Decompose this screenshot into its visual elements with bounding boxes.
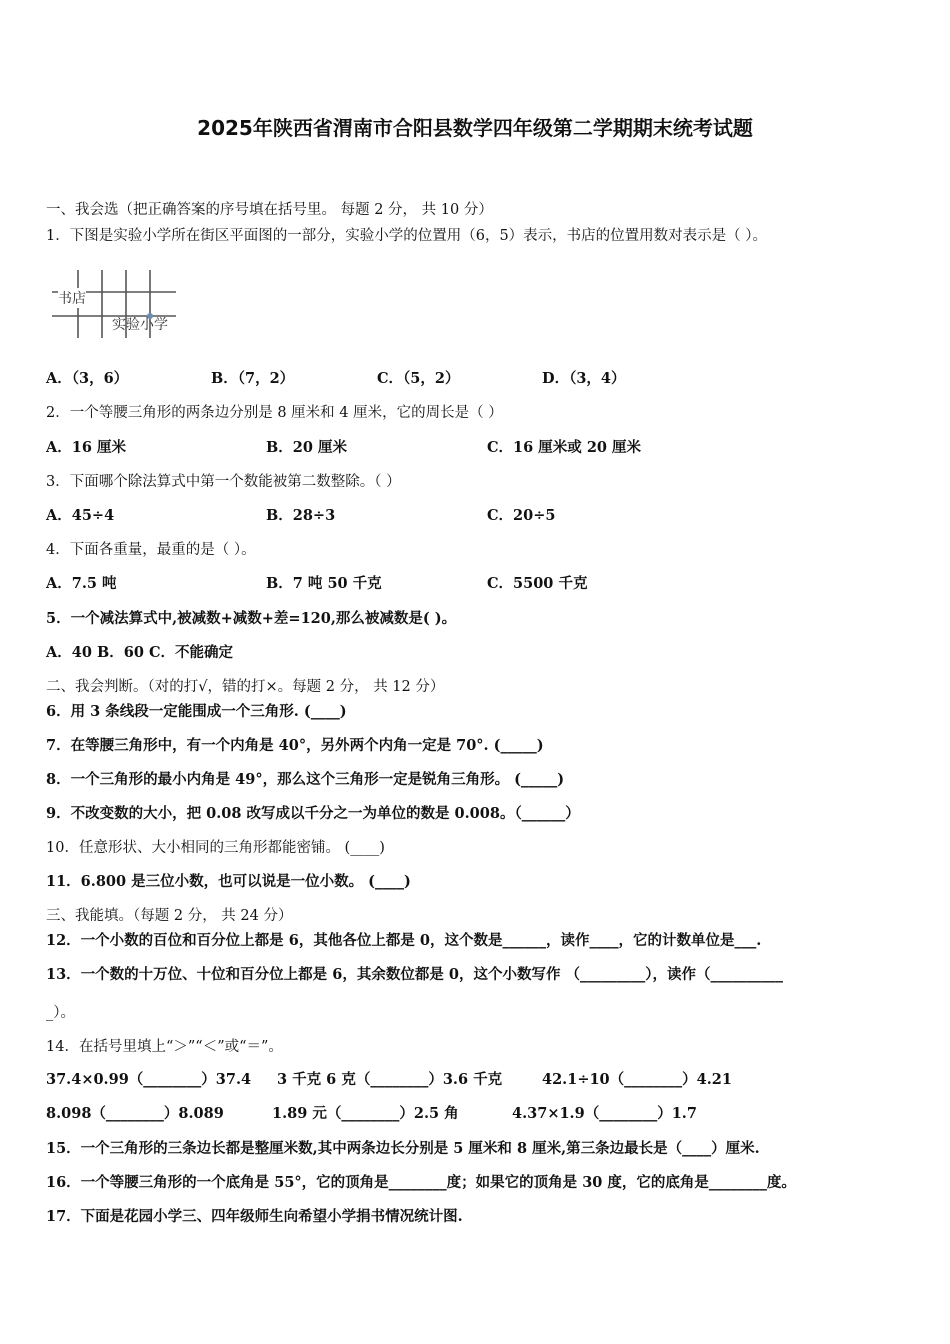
- q14-item-4: 8.098（________）8.089: [46, 1105, 224, 1122]
- question-15: 15．一个三角形的三条边长都是整厘米数,其中两条边长分别是 5 厘米和 8 厘米,第三条边最长是（____）厘米.: [46, 1140, 760, 1157]
- question-8: 8．一个三角形的最小内角是 49°，那么这个三角形一定是锐角三角形。 (_____): [46, 771, 565, 788]
- question-13-continued: _）。: [46, 1005, 75, 1021]
- street-map-figure: [50, 268, 200, 344]
- q14-item-5: 1.89 元（________）2.5 角: [272, 1105, 459, 1122]
- q14-item-1: 37.4×0.99（________）37.4: [46, 1071, 252, 1088]
- section-2-heading: 二、我会判断。（对的打√，错的打×。每题 2 分， 共 12 分）: [46, 679, 445, 695]
- q2-option-a: A．16 厘米: [46, 439, 126, 456]
- question-16: 16．一个等腰三角形的一个底角是 55°，它的顶角是________度；如果它的顶角是 30 度，它的底角是________度。: [46, 1174, 796, 1191]
- shop-label: 书店: [58, 288, 86, 308]
- question-2: 2．一个等腰三角形的两条边分别是 8 厘米和 4 厘米，它的周长是（ ）: [46, 405, 503, 421]
- q2-option-c: C．16 厘米或 20 厘米: [487, 439, 642, 456]
- question-6: 6．用 3 条线段一定能围成一个三角形. (____): [46, 703, 347, 720]
- question-13: 13．一个数的十万位、十位和百分位上都是 6，其余数位都是 0，这个小数写作 （_________），读作（__________: [46, 966, 783, 983]
- q14-item-2: 3 千克 6 克（________）3.6 千克: [277, 1071, 503, 1088]
- question-10: 10．任意形状、大小相同的三角形都能密铺。 (____): [46, 840, 385, 856]
- q4-option-c: C．5500 千克: [487, 575, 588, 592]
- question-5: 5．一个减法算式中,被减数+减数+差=120,那么被减数是( )。: [46, 610, 457, 627]
- q5-options: A．40 B．60 C．不能确定: [46, 644, 233, 661]
- section-1-heading: 一、我会选（把正确答案的序号填在括号里。 每题 2 分， 共 10 分）: [46, 202, 493, 218]
- q1-option-a: A．（3，6）: [46, 370, 129, 387]
- question-14: 14．在括号里填上“＞”“＜”或“＝”。: [46, 1039, 283, 1055]
- q4-option-b: B．7 吨 50 千克: [266, 575, 382, 592]
- q1-option-d: D．（3，4）: [542, 370, 626, 387]
- page-title: 2025年陕西省渭南市合阳县数学四年级第二学期期末统考试题: [197, 116, 753, 140]
- question-4: 4．下面各重量，最重的是（ ）。: [46, 542, 256, 558]
- section-3-heading: 三、我能填。（每题 2 分， 共 24 分）: [46, 908, 293, 924]
- question-9: 9．不改变数的大小，把 0.08 改写成以千分之一为单位的数是 0.008。（______）: [46, 805, 580, 822]
- question-1: 1．下图是实验小学所在街区平面图的一部分，实验小学的位置用（6，5）表示，书店的位置用数对表示是（ ）。: [46, 228, 768, 244]
- q3-option-b: B．28÷3: [266, 507, 336, 524]
- question-17: 17．下面是花园小学三、四年级师生向希望小学捐书情况统计图.: [46, 1208, 463, 1225]
- question-3: 3．下面哪个除法算式中第一个数能被第二数整除。（ ）: [46, 474, 401, 490]
- question-11: 11．6.800 是三位小数，也可以说是一位小数。 (____): [46, 873, 411, 890]
- q1-option-c: C．（5，2）: [377, 370, 460, 387]
- q4-option-a: A．7.5 吨: [46, 575, 117, 592]
- question-12: 12．一个小数的百位和百分位上都是 6，其他各位上都是 0，这个数是______，读作____，它的计数单位是___.: [46, 932, 762, 949]
- question-7: 7．在等腰三角形中，有一个内角是 40°，另外两个内角一定是 70°. (_____): [46, 737, 544, 754]
- q1-option-b: B．（7，2）: [211, 370, 295, 387]
- q14-item-6: 4.37×1.9（________）1.7: [512, 1105, 697, 1122]
- q3-option-a: A．45÷4: [46, 507, 115, 524]
- q3-option-c: C．20÷5: [487, 507, 556, 524]
- q2-option-b: B．20 厘米: [266, 439, 347, 456]
- school-label: 实验小学: [112, 317, 168, 333]
- q14-item-3: 42.1÷10（________）4.21: [542, 1071, 732, 1088]
